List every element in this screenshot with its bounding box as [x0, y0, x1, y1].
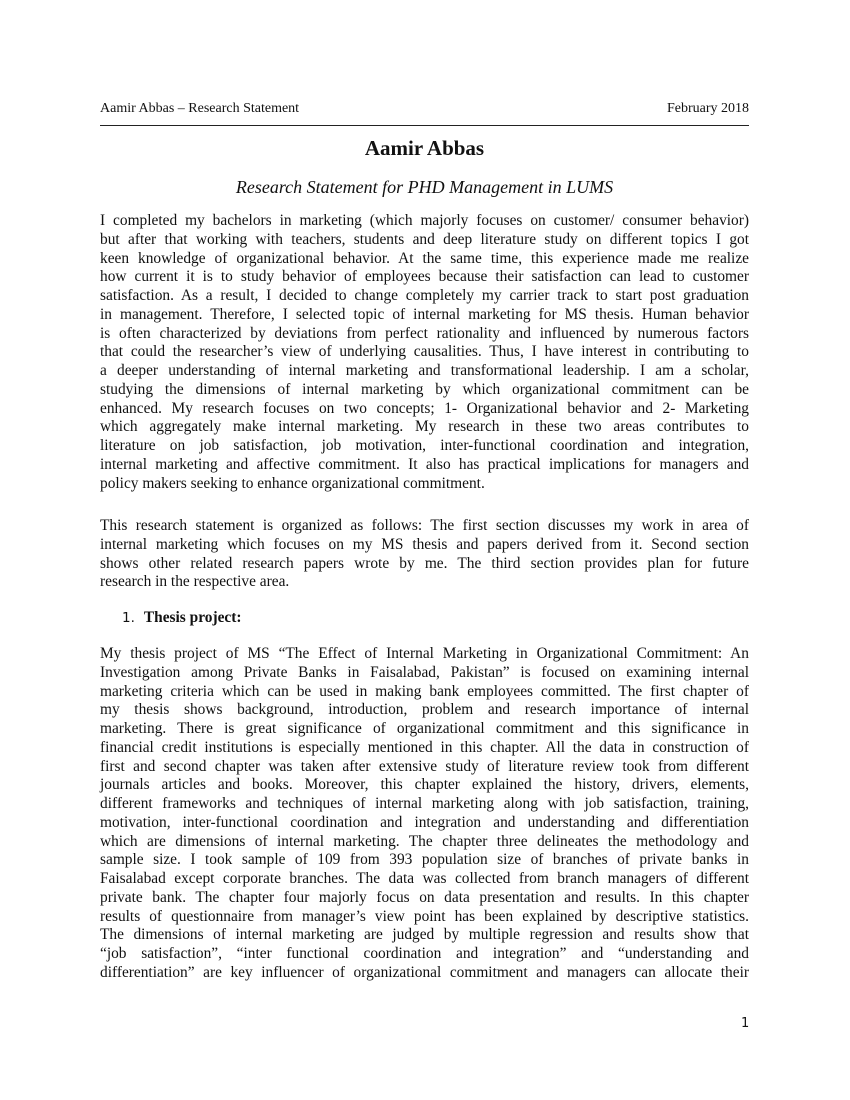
text-line: policy makers seeking to enhance organizational commitment. — [100, 474, 485, 492]
text-line: shows other related research papers wrote by me. The third section provides plan for future — [100, 554, 749, 572]
section-number: 1. — [122, 610, 135, 626]
text-line: but after that working with teachers, students and deep literature study on different topics I got — [100, 230, 749, 248]
paragraph-organization — [100, 517, 749, 592]
paragraph-thesis — [100, 645, 749, 983]
text-line: I completed my bachelors in marketing (which majorly focuses on customer/ consumer behavior) — [100, 212, 749, 229]
text-line: This research statement is organized as follows: The first section discusses my work in area of — [100, 517, 749, 534]
paragraph-intro — [100, 212, 749, 493]
text-line: sample size. I took sample of 109 from 393 population size of branches of private banks in — [100, 851, 749, 869]
text-line: which aggregately make internal marketing. My research in these two areas contributes to — [100, 418, 749, 436]
text-line: The dimensions of internal marketing are judged by multiple regression and results show that — [100, 926, 749, 944]
text-line: financial credit institutions is especially mentioned in this chapter. All the data in construction of — [100, 738, 749, 756]
section-heading — [122, 609, 242, 627]
text-line: in management. Therefore, I selected topic of internal marketing for MS thesis. Human behavior — [100, 305, 749, 323]
text-line: marketing criteria which can be used in making bank employees committed. The first chapter of — [100, 682, 749, 700]
text-line: differentiation” are key influencer of organizational commitment and managers can allocate their — [100, 963, 749, 981]
text-line: Faisalabad except corporate branches. The data was collected from branch managers of different — [100, 870, 749, 887]
text-line: marketing. There is great significance of organizational commitment and this significance in — [100, 720, 749, 737]
text-line: “job satisfaction”, “inter functional coordination and integration” and “understanding and — [100, 945, 749, 962]
text-line: which are dimensions of internal marketing. The chapter three delineates the methodology and — [100, 832, 749, 850]
text-line: motivation, inter-functional coordination and integration and understanding and differentiation — [100, 813, 749, 831]
text-line: literature on job satisfaction, job motivation, inter-functional coordination and integration, — [100, 437, 749, 454]
text-line: that could the researcher’s view of underlying causalities. Thus, I have interest in contributing to — [100, 343, 749, 361]
text-line: internal marketing and affective commitment. It also has practical implications for managers and — [100, 455, 749, 473]
text-line: a deeper understanding of internal marketing and transformational leadership. I am a scholar, — [100, 362, 749, 379]
header-rule — [100, 125, 749, 126]
text-line: satisfaction. As a result, I decided to change completely my carrier track to start post graduation — [100, 287, 749, 304]
document-title: Aamir Abbas — [364, 136, 485, 160]
text-line: journals articles and books. Moreover, this chapter explained the history, drivers, elements, — [100, 776, 749, 794]
text-line: is often characterized by deviations from perfect rationality and influenced by numerous factors — [100, 324, 749, 342]
running-header — [100, 101, 749, 117]
text-line: studying the dimensions of internal marketing by which organizational commitment can be — [100, 380, 749, 398]
text-line: my thesis shows background, introduction, problem and research importance of internal — [100, 701, 749, 719]
text-line: enhanced. My research focuses on two concepts; 1- Organizational behavior and 2- Marketing — [100, 399, 749, 417]
header-date: February 2018 — [666, 101, 749, 116]
text-line: Investigation among Private Banks in Faisalabad, Pakistan” is focused on examining internal — [100, 663, 749, 681]
text-line: different frameworks and techniques of internal marketing along with job satisfaction, training, — [100, 795, 749, 812]
page-number: 1 — [741, 1016, 750, 1031]
text-line: keen knowledge of organizational behavior. At the same time, this experience made me realize — [100, 249, 749, 267]
text-line: how current it is to study behavior of employees because their satisfaction can lead to customer — [100, 268, 749, 286]
text-line: private bank. The chapter four majorly focus on data presentation and results. In this chapter — [100, 888, 749, 906]
text-line: results of questionnaire from manager’s view point has been explained by descriptive statistics. — [100, 907, 749, 925]
text-line: first and second chapter was taken after extensive study of literature review took from different — [100, 757, 749, 775]
document-subtitle: Research Statement for PHD Management in LUMS — [235, 177, 614, 197]
section-title: Thesis project: — [143, 609, 242, 626]
text-line: research in the respective area. — [100, 573, 290, 591]
header-left: Aamir Abbas – Research Statement — [100, 101, 300, 116]
text-line: My thesis project of MS “The Effect of Internal Marketing in Organizational Commitment: An — [100, 645, 749, 662]
text-line: internal marketing which focuses on my MS thesis and papers derived from it. Second section — [100, 535, 749, 553]
